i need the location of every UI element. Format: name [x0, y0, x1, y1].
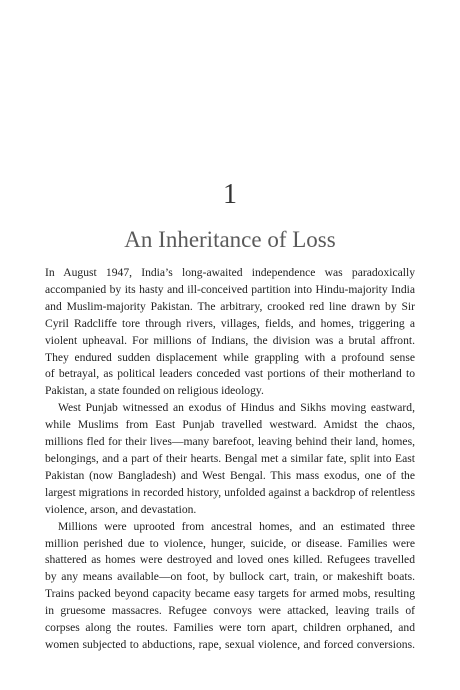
text-line: belongings, and a part of their hearts. Bengal met a similar fate, split into East — [45, 451, 415, 465]
text-line: while Muslims from East Punjab travelled westward. Amidst the chaos, — [45, 418, 415, 432]
text-line: Trains packed beyond capacity became easy targets for armed mobs, resulting — [45, 587, 415, 601]
chapter-title: An Inheritance of Loss — [124, 227, 336, 252]
text-line: and Muslim-majority Pakistan. The arbitrary, crooked red line drawn by Sir — [45, 299, 415, 313]
text-line: They endured sudden displacement while grappling with a profound sense — [45, 350, 415, 364]
paragraph-2 — [45, 400, 415, 518]
chapter-number: 1 — [223, 179, 237, 210]
text-line: shattered as homes were destroyed and loved ones killed. Refugees travelled — [45, 553, 415, 567]
text-line: by any means available—on foot, by bullock cart, train, or makeshift boats. — [45, 570, 415, 584]
text-line: in gruesome massacres. Refugee convoys were attacked, leaving trails of — [45, 604, 415, 618]
text-line: millions fled for their lives—many barefoot, leaving behind their land, homes, — [45, 435, 415, 449]
text-line: Pakistan, a state founded on religious ideology. — [45, 384, 264, 398]
text-line: women subjected to abductions, rape, sexual violence, and forced conversions. — [45, 637, 415, 651]
text-line: Pakistan (now Bangladesh) and West Bengal. This mass exodus, one of the — [45, 468, 415, 482]
text-line: corpses along the routes. Families were torn apart, children orphaned, and — [45, 621, 415, 635]
text-line: million perished due to violence, hunger, suicide, or disease. Families were — [45, 536, 415, 550]
text-line: violence, arson, and devastation. — [45, 502, 197, 516]
text-line: accompanied by its hasty and ill-conceived partition into Hindu-majority India — [45, 282, 415, 296]
paragraph-3 — [45, 519, 415, 654]
text-line: In August 1947, India’s long-awaited independence was paradoxically — [45, 266, 415, 279]
paragraph-1 — [45, 265, 415, 400]
text-line: Millions were uprooted from ancestral homes, and an estimated three — [58, 519, 415, 533]
text-line: violent upheaval. For millions of Indians, the division was a brutal affront. — [45, 333, 415, 347]
text-line: of betrayal, as political leaders conceded vast portions of their motherland to — [45, 367, 415, 381]
text-line: West Punjab witnessed an exodus of Hindus and Sikhs moving eastward, — [58, 401, 415, 415]
text-line: Cyril Radcliffe tore through rivers, villages, fields, and homes, triggering a — [45, 316, 415, 330]
chapter-body — [45, 265, 415, 654]
text-line: largest migrations in recorded history, unfolded against a backdrop of relentless — [45, 485, 415, 499]
